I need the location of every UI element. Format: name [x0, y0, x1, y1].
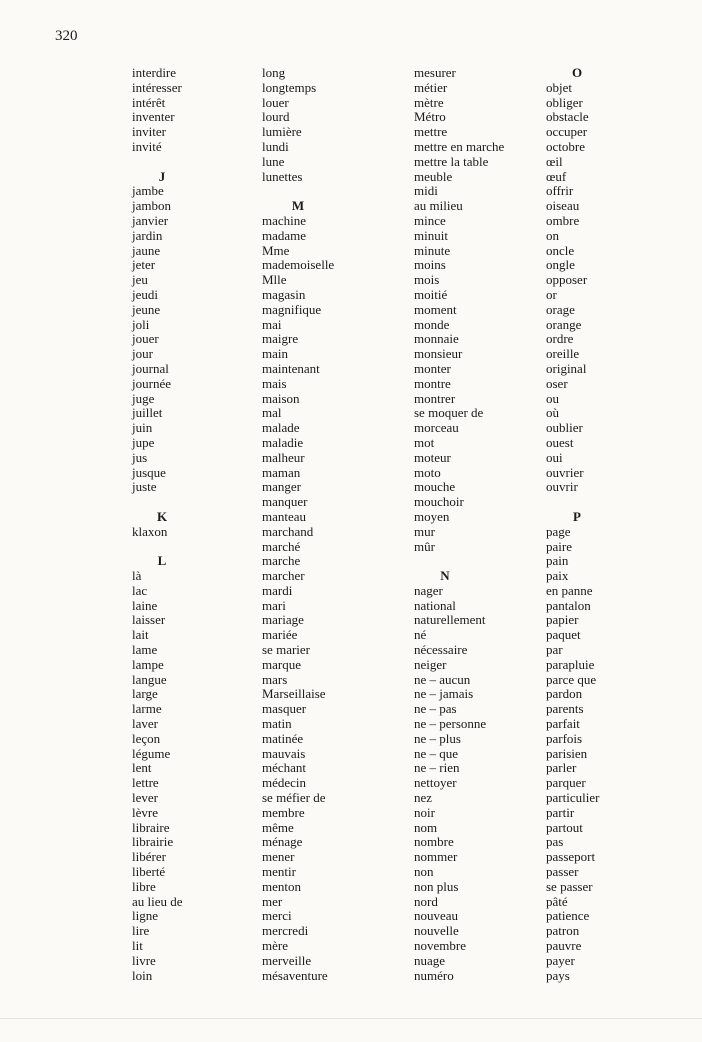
- vocabulary-word: lourd: [262, 109, 290, 125]
- vocabulary-word: membre: [262, 804, 305, 820]
- vocabulary-word: lunettes: [262, 168, 303, 184]
- vocabulary-word: objet: [546, 79, 572, 95]
- vocabulary-word: mercredi: [262, 923, 309, 939]
- vocabulary-word: manger: [262, 479, 301, 495]
- vocabulary-word: légume: [132, 745, 171, 761]
- vocabulary-word: oreille: [546, 346, 580, 362]
- vocabulary-word: national: [414, 597, 456, 613]
- vocabulary-word: moyen: [414, 508, 450, 524]
- vocabulary-word: lame: [132, 642, 158, 658]
- vocabulary-word: jardin: [132, 227, 163, 243]
- vocabulary-word: juin: [132, 420, 153, 436]
- vocabulary-word: libraire: [132, 819, 170, 835]
- section-letter-heading: L: [157, 553, 167, 569]
- vocabulary-word: maison: [262, 390, 300, 406]
- vocabulary-word: ombre: [546, 212, 580, 228]
- vocabulary-word: parfois: [546, 730, 583, 746]
- vocabulary-word: novembre: [414, 938, 466, 954]
- vocabulary-word: juillet: [132, 405, 163, 421]
- vocabulary-word: nager: [414, 582, 443, 598]
- vocabulary-word: Mlle: [262, 272, 287, 288]
- vocabulary-word: Métro: [414, 109, 446, 125]
- vocabulary-word: mai: [262, 316, 282, 332]
- vocabulary-word: jaune: [132, 242, 161, 258]
- vocabulary-word: matinée: [262, 730, 304, 746]
- vocabulary-word: journée: [132, 375, 171, 391]
- vocabulary-word: mariée: [262, 627, 298, 643]
- section-letter-heading: N: [440, 568, 450, 584]
- vocabulary-word: ne – rien: [414, 760, 460, 776]
- vocabulary-word: mars: [262, 671, 288, 687]
- vocabulary-word: médecin: [262, 775, 307, 791]
- vocabulary-word: manteau: [262, 508, 307, 524]
- vocabulary-word: se passer: [546, 878, 593, 894]
- vocabulary-word: né: [414, 627, 427, 643]
- vocabulary-word: mal: [262, 405, 282, 421]
- vocabulary-word: mardi: [262, 582, 293, 598]
- word-column-3: [414, 66, 544, 983]
- vocabulary-word: lampe: [132, 656, 164, 672]
- vocabulary-word: menton: [262, 878, 301, 894]
- vocabulary-word: lac: [132, 582, 148, 598]
- vocabulary-word: jouer: [132, 331, 159, 347]
- vocabulary-word: nouveau: [414, 908, 459, 924]
- vocabulary-word: merveille: [262, 952, 312, 968]
- vocabulary-word: orage: [546, 301, 575, 317]
- vocabulary-word: laver: [132, 716, 158, 732]
- vocabulary-word: nettoyer: [414, 775, 457, 791]
- vocabulary-word: mètre: [414, 94, 444, 110]
- vocabulary-word: mettre: [414, 124, 448, 140]
- vocabulary-word: se marier: [262, 642, 311, 658]
- vocabulary-word: mari: [262, 597, 286, 613]
- vocabulary-word: non plus: [414, 878, 459, 894]
- vocabulary-word: jeune: [132, 301, 161, 317]
- vocabulary-word: obliger: [546, 94, 583, 110]
- vocabulary-word: mener: [262, 849, 295, 865]
- vocabulary-word: longtemps: [262, 79, 317, 95]
- vocabulary-word: nord: [414, 893, 438, 909]
- vocabulary-word: mettre la table: [414, 153, 489, 169]
- vocabulary-word: parfait: [546, 716, 580, 732]
- vocabulary-word: orange: [546, 316, 582, 332]
- vocabulary-word: ne – pas: [414, 701, 457, 717]
- vocabulary-word: pauvre: [546, 938, 582, 954]
- vocabulary-word: nombre: [414, 834, 454, 850]
- vocabulary-word: pantalon: [546, 597, 591, 613]
- vocabulary-word: monter: [414, 360, 451, 376]
- vocabulary-word: se méfier de: [262, 790, 326, 806]
- vocabulary-word: malade: [262, 420, 300, 436]
- spacer: [132, 155, 242, 170]
- vocabulary-word: mesurer: [414, 65, 456, 80]
- section-letter-heading: M: [291, 198, 305, 214]
- vocabulary-word: lit: [132, 938, 143, 954]
- vocabulary-word: ouvrir: [546, 479, 578, 495]
- vocabulary-word: monsieur: [414, 346, 463, 362]
- vocabulary-word: mais: [262, 375, 287, 391]
- vocabulary-word: parents: [546, 701, 584, 717]
- vocabulary-word: jambe: [132, 183, 164, 199]
- section-letter-heading: K: [156, 508, 168, 524]
- vocabulary-word: montre: [414, 375, 451, 391]
- vocabulary-word: ne – que: [414, 745, 459, 761]
- vocabulary-word: se moquer de: [414, 405, 484, 421]
- vocabulary-word: invité: [132, 138, 162, 154]
- vocabulary-word: pâté: [546, 893, 568, 909]
- vocabulary-word: marchand: [262, 523, 314, 539]
- vocabulary-word: ne – plus: [414, 730, 461, 746]
- vocabulary-word: maman: [262, 464, 301, 480]
- vocabulary-word: merci: [262, 908, 292, 924]
- vocabulary-word: ne – jamais: [414, 686, 474, 702]
- vocabulary-word: jambon: [132, 198, 171, 214]
- vocabulary-word: occuper: [546, 124, 588, 140]
- vocabulary-word: mettre en marche: [414, 138, 505, 154]
- vocabulary-word: original: [546, 360, 587, 376]
- vocabulary-word: parce que: [546, 671, 597, 687]
- vocabulary-word: meuble: [414, 168, 453, 184]
- vocabulary-word: montrer: [414, 390, 456, 406]
- word-column-1: [132, 66, 242, 983]
- vocabulary-word: nuage: [414, 952, 446, 968]
- vocabulary-word: mer: [262, 893, 283, 909]
- vocabulary-word: mère: [262, 938, 288, 954]
- vocabulary-word: maintenant: [262, 360, 320, 376]
- section-letter-heading: P: [573, 508, 581, 524]
- vocabulary-word: mademoiselle: [262, 257, 335, 273]
- vocabulary-word: ouest: [546, 434, 574, 450]
- vocabulary-word: paquet: [546, 627, 581, 643]
- vocabulary-word: libérer: [132, 849, 166, 865]
- vocabulary-word: magasin: [262, 286, 306, 302]
- vocabulary-word: jeter: [132, 257, 156, 273]
- vocabulary-word: mauvais: [262, 745, 306, 761]
- vocabulary-word: lever: [132, 790, 158, 806]
- vocabulary-word: marché: [262, 538, 301, 554]
- vocabulary-word: œil: [546, 153, 563, 169]
- vocabulary-word: loin: [132, 967, 153, 983]
- page-edge-line: [0, 1018, 702, 1019]
- vocabulary-word: naturellement: [414, 612, 486, 628]
- vocabulary-word: lettre: [132, 775, 159, 791]
- vocabulary-word: marche: [262, 553, 301, 569]
- section-letter-heading: J: [158, 168, 166, 184]
- spacer: [414, 554, 544, 569]
- vocabulary-word: inventer: [132, 109, 175, 125]
- vocabulary-word: ou: [546, 390, 559, 406]
- vocabulary-word: méchant: [262, 760, 307, 776]
- vocabulary-word: mésaventure: [262, 967, 328, 983]
- vocabulary-word: matin: [262, 716, 292, 732]
- vocabulary-word: neiger: [414, 656, 447, 672]
- vocabulary-word: noir: [414, 804, 435, 820]
- vocabulary-word: nouvelle: [414, 923, 459, 939]
- vocabulary-word: oublier: [546, 420, 583, 436]
- vocabulary-word: mariage: [262, 612, 304, 628]
- vocabulary-word: main: [262, 346, 288, 362]
- vocabulary-word: ne – aucun: [414, 671, 471, 687]
- vocabulary-word: oui: [546, 449, 563, 465]
- vocabulary-word: paix: [546, 568, 569, 584]
- vocabulary-word: partout: [546, 819, 583, 835]
- vocabulary-word: papier: [546, 612, 579, 628]
- vocabulary-word: jeu: [132, 272, 148, 288]
- vocabulary-word: liberté: [132, 864, 166, 880]
- vocabulary-word: mouche: [414, 479, 456, 495]
- vocabulary-word: on: [546, 227, 559, 243]
- vocabulary-word: numéro: [414, 967, 454, 983]
- vocabulary-word: monde: [414, 316, 450, 332]
- vocabulary-word: octobre: [546, 138, 585, 154]
- vocabulary-word: nom: [414, 819, 438, 835]
- vocabulary-word: non: [414, 864, 434, 880]
- vocabulary-word: où: [546, 405, 559, 421]
- vocabulary-word: ouvrier: [546, 464, 584, 480]
- vocabulary-word: oser: [546, 375, 568, 391]
- vocabulary-word: laine: [132, 597, 158, 613]
- vocabulary-word: ligne: [132, 908, 158, 924]
- vocabulary-word: louer: [262, 94, 289, 110]
- vocabulary-word: lait: [132, 627, 149, 643]
- vocabulary-word: payer: [546, 952, 575, 968]
- vocabulary-word: ne – personne: [414, 716, 487, 732]
- vocabulary-word: mûr: [414, 538, 435, 554]
- vocabulary-word: juge: [132, 390, 155, 406]
- vocabulary-word: particulier: [546, 790, 600, 806]
- vocabulary-word: œuf: [546, 168, 567, 184]
- vocabulary-word: machine: [262, 212, 307, 228]
- vocabulary-word: parquer: [546, 775, 586, 791]
- vocabulary-word: moteur: [414, 449, 451, 465]
- vocabulary-word: oiseau: [546, 198, 580, 214]
- vocabulary-word: masquer: [262, 701, 307, 717]
- vocabulary-word: nommer: [414, 849, 458, 865]
- vocabulary-word: patience: [546, 908, 590, 924]
- vocabulary-word: lundi: [262, 138, 289, 154]
- word-column-2: [262, 66, 392, 983]
- vocabulary-word: lèvre: [132, 804, 158, 820]
- vocabulary-word: joli: [132, 316, 150, 332]
- vocabulary-word: leçon: [132, 730, 161, 746]
- vocabulary-word: mentir: [262, 864, 296, 880]
- vocabulary-word: oncle: [546, 242, 575, 258]
- vocabulary-word: jeudi: [132, 286, 158, 302]
- vocabulary-word: midi: [414, 183, 438, 199]
- vocabulary-word: jus: [132, 449, 148, 465]
- vocabulary-word: large: [132, 686, 158, 702]
- vocabulary-word: partir: [546, 804, 575, 820]
- vocabulary-word: marcher: [262, 568, 305, 584]
- vocabulary-word: nécessaire: [414, 642, 468, 658]
- vocabulary-word: mur: [414, 523, 435, 539]
- vocabulary-word: inviter: [132, 124, 166, 140]
- vocabulary-word: long: [262, 65, 286, 80]
- vocabulary-word: patron: [546, 923, 580, 939]
- vocabulary-word: moitié: [414, 286, 448, 302]
- vocabulary-word: au lieu de: [132, 893, 183, 909]
- vocabulary-word: minuit: [414, 227, 448, 243]
- vocabulary-word: par: [546, 642, 563, 658]
- vocabulary-word: libre: [132, 878, 156, 894]
- vocabulary-word: pain: [546, 553, 569, 569]
- vocabulary-word: offrir: [546, 183, 574, 199]
- vocabulary-word: paire: [546, 538, 572, 554]
- vocabulary-word: moment: [414, 301, 457, 317]
- vocabulary-word: métier: [414, 79, 448, 95]
- vocabulary-word: nez: [414, 790, 433, 806]
- vocabulary-word: en panne: [546, 582, 593, 598]
- vocabulary-word: mouchoir: [414, 494, 464, 510]
- vocabulary-word: janvier: [132, 212, 169, 228]
- spacer: [262, 184, 392, 199]
- vocabulary-word: manquer: [262, 494, 308, 510]
- spacer: [132, 495, 242, 510]
- vocabulary-word: Marseillaise: [262, 686, 326, 702]
- page-number: 320: [55, 28, 78, 44]
- vocabulary-word: obstacle: [546, 109, 589, 125]
- vocabulary-word: librairie: [132, 834, 174, 850]
- spacer: [132, 540, 242, 555]
- vocabulary-word: lumière: [262, 124, 302, 140]
- vocabulary-word: madame: [262, 227, 307, 243]
- word-column-4: [546, 66, 656, 983]
- vocabulary-word: lent: [132, 760, 152, 776]
- vocabulary-word: mince: [414, 212, 446, 228]
- vocabulary-word: jour: [132, 346, 153, 362]
- vocabulary-word: jusque: [132, 464, 166, 480]
- vocabulary-word: ménage: [262, 834, 303, 850]
- vocabulary-word: parapluie: [546, 656, 595, 672]
- vocabulary-word: magnifique: [262, 301, 322, 317]
- vocabulary-word: pays: [546, 967, 570, 983]
- vocabulary-word: malheur: [262, 449, 305, 465]
- vocabulary-word: là: [132, 568, 142, 584]
- vocabulary-word: minute: [414, 242, 451, 258]
- vocabulary-word: moto: [414, 464, 441, 480]
- vocabulary-word: laisser: [132, 612, 166, 628]
- vocabulary-word: larme: [132, 701, 162, 717]
- vocabulary-word: parler: [546, 760, 577, 776]
- vocabulary-word: livre: [132, 952, 156, 968]
- vocabulary-word: lire: [132, 923, 150, 939]
- vocabulary-word: morceau: [414, 420, 459, 436]
- vocabulary-word: même: [262, 819, 294, 835]
- vocabulary-word: intéresser: [132, 79, 182, 95]
- vocabulary-word: lune: [262, 153, 285, 169]
- vocabulary-word: maigre: [262, 331, 299, 347]
- vocabulary-word: moins: [414, 257, 446, 273]
- vocabulary-word: jupe: [132, 434, 155, 450]
- vocabulary-word: ordre: [546, 331, 574, 347]
- vocabulary-word: pas: [546, 834, 564, 850]
- vocabulary-word: klaxon: [132, 523, 168, 539]
- vocabulary-word: page: [546, 523, 571, 539]
- vocabulary-word: pardon: [546, 686, 583, 702]
- vocabulary-word: opposer: [546, 272, 588, 288]
- vocabulary-word: journal: [132, 360, 169, 376]
- vocabulary-word: monnaie: [414, 331, 459, 347]
- vocabulary-word: Mme: [262, 242, 290, 258]
- vocabulary-word: langue: [132, 671, 167, 687]
- vocabulary-word: juste: [132, 479, 157, 495]
- vocabulary-word: marque: [262, 656, 301, 672]
- vocabulary-word: passeport: [546, 849, 596, 865]
- vocabulary-word: interdire: [132, 65, 177, 80]
- vocabulary-word: au milieu: [414, 198, 463, 214]
- vocabulary-word: mot: [414, 434, 435, 450]
- vocabulary-word: parisien: [546, 745, 588, 761]
- vocabulary-word: passer: [546, 864, 579, 880]
- spacer: [546, 495, 656, 510]
- vocabulary-word: ongle: [546, 257, 575, 273]
- vocabulary-word: maladie: [262, 434, 304, 450]
- vocabulary-word: mois: [414, 272, 440, 288]
- vocabulary-word: intérêt: [132, 94, 166, 110]
- vocabulary-word: or: [546, 286, 557, 302]
- section-letter-heading: O: [571, 65, 583, 80]
